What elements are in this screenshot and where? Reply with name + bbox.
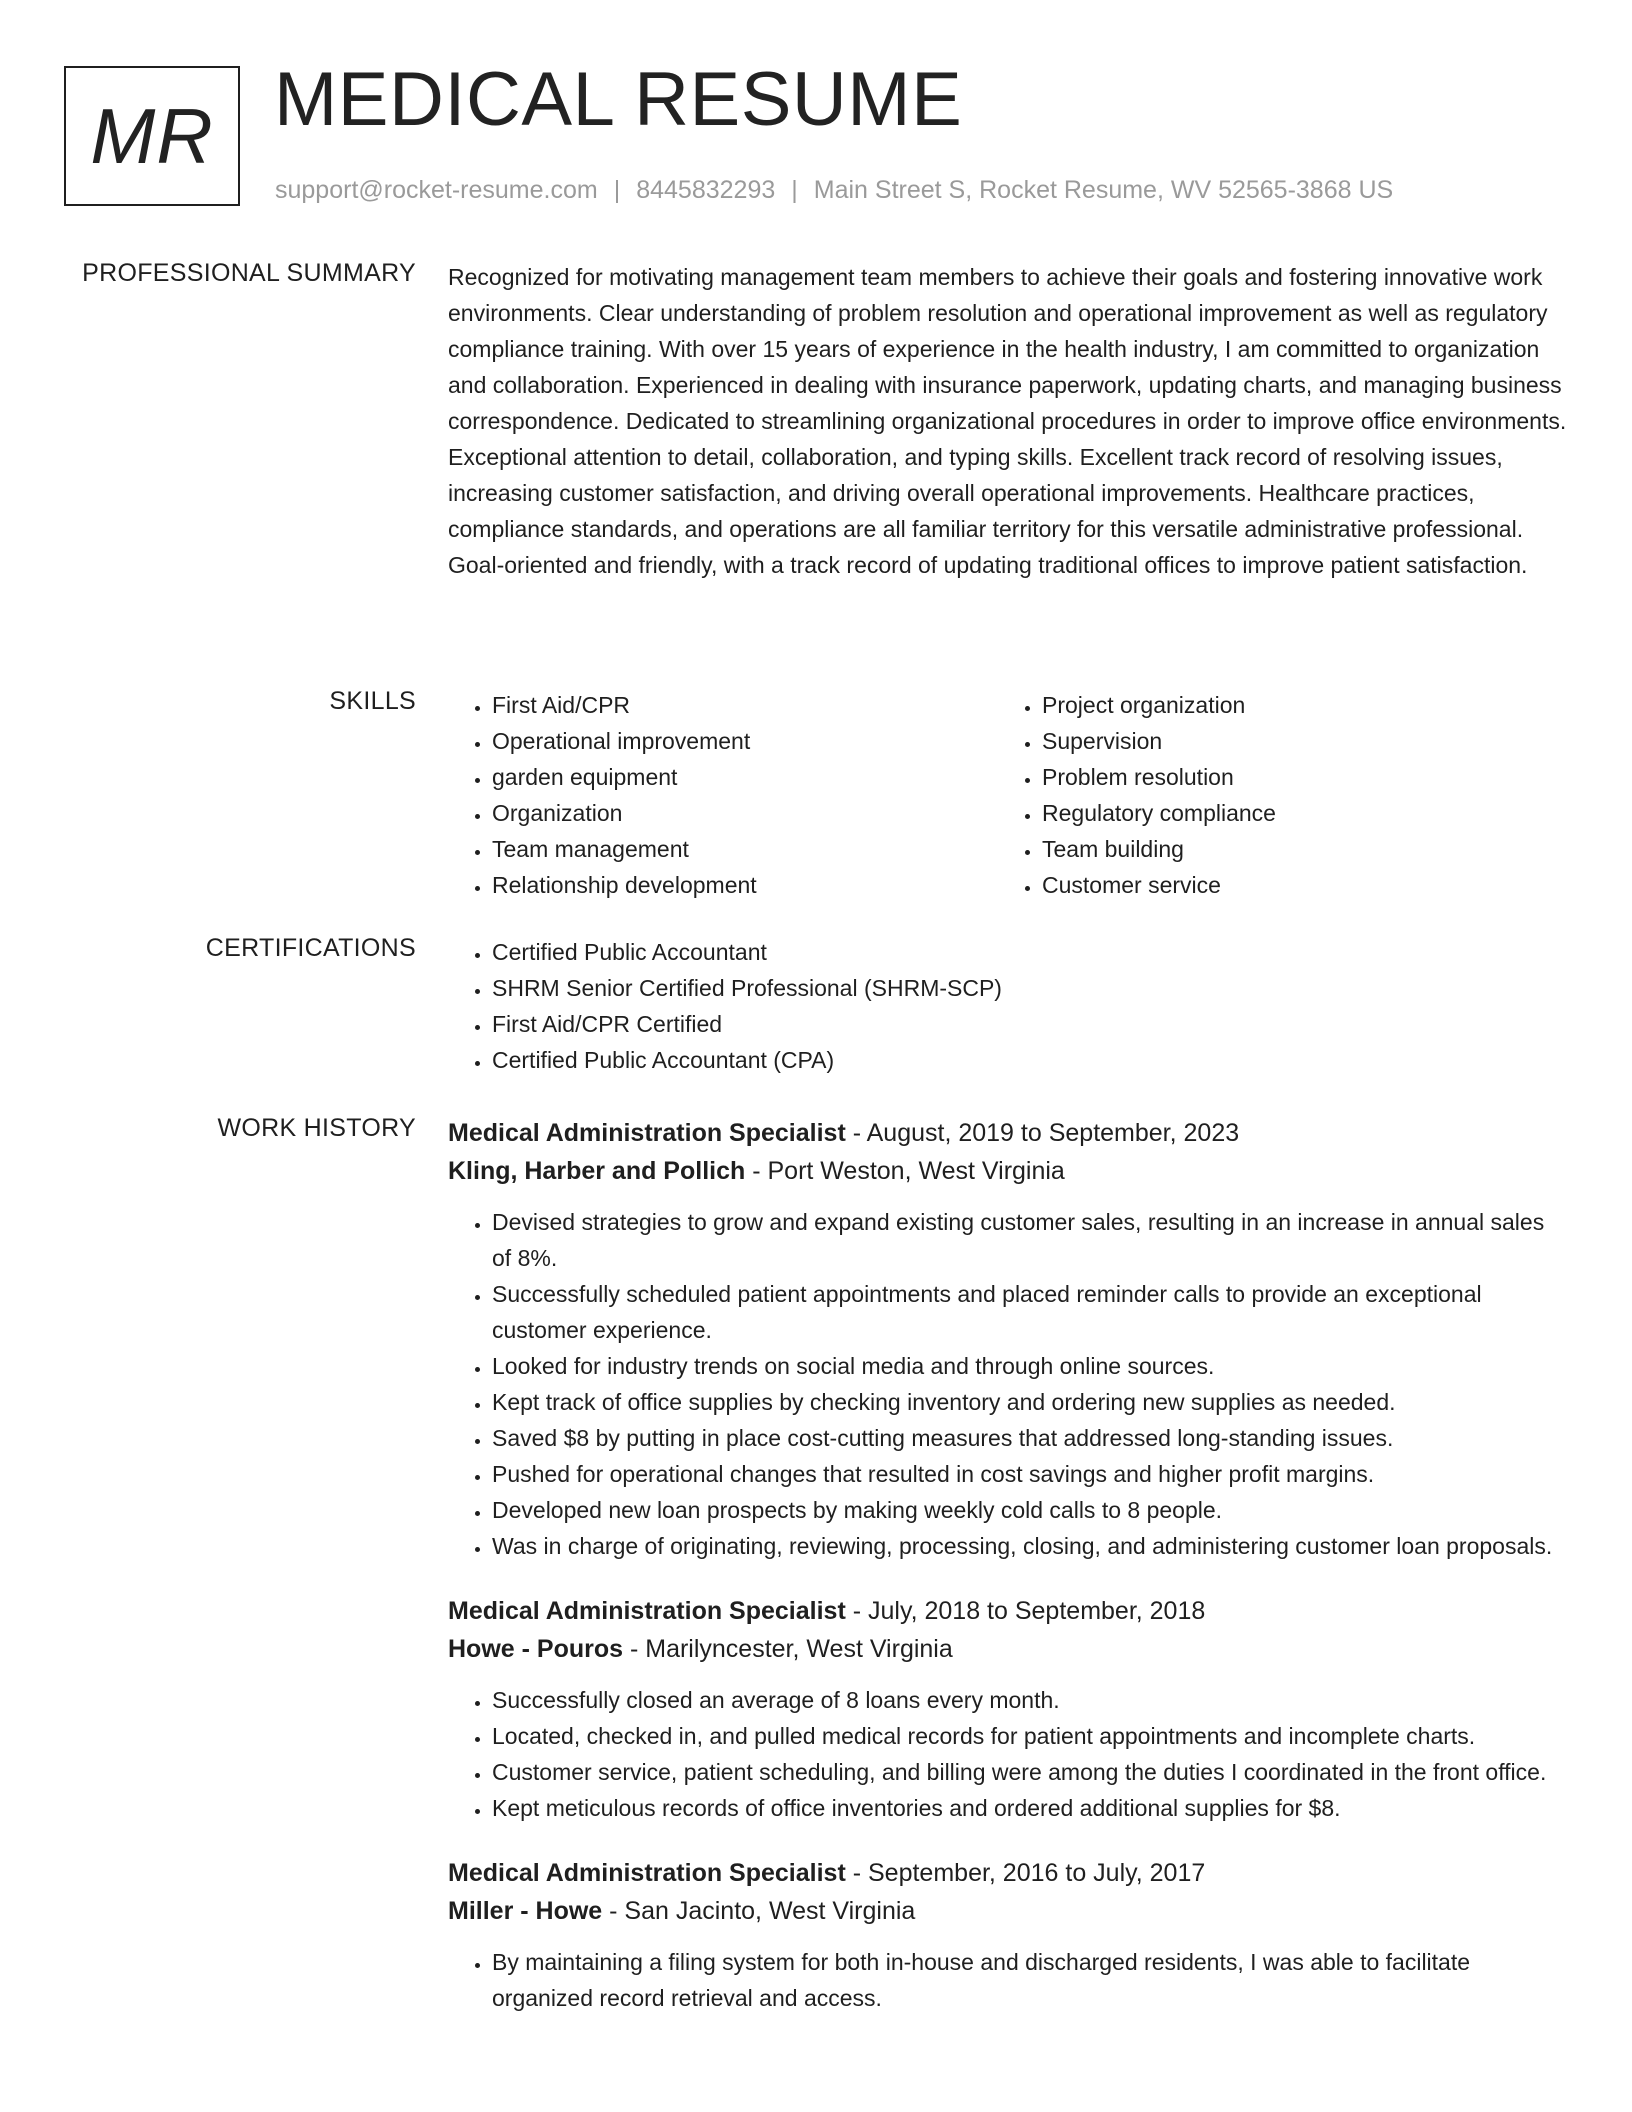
certifications-body [448,934,1568,1078]
job-title: Medical Administration Specialist [448,1119,846,1147]
list-item: • Was in charge of originating, reviewing, processing, closing, and administering customer loan proposals. [492,1528,1568,1564]
job-title-line [448,1114,1568,1152]
job-title-line [448,1854,1568,1892]
contact-email[interactable]: support@rocket-resume.com [275,176,598,204]
job-bullets [448,1682,1568,1826]
work-body [448,1114,1568,2044]
list-item: • Relationship development [492,867,998,903]
contact-address: Main Street S, Rocket Resume, WV 52565-3868 US [813,176,1394,204]
list-item: • Successfully closed an average of 8 loans every month. [492,1682,1568,1718]
list-item: • Team management [492,831,998,867]
list-item: • Pushed for operational changes that resulted in cost savings and higher profit margins. [492,1456,1568,1492]
job-bullets [448,1204,1568,1564]
list-item: • Certified Public Accountant (CPA) [492,1042,1568,1078]
job-title-line [448,1592,1568,1630]
job-company: Kling, Harber and Pollich [448,1157,746,1185]
job-company-line [448,1892,1568,1930]
list-item: • First Aid/CPR [492,687,998,723]
section-label-summary: PROFESSIONAL SUMMARY [82,259,416,287]
list-item: • Project organization [1042,687,1548,723]
job-dates: - September, 2016 to July, 2017 [852,1859,1206,1887]
list-item: • Team building [1042,831,1548,867]
monogram-logo: MR [64,66,240,206]
list-item: • By maintaining a filing system for both in-house and discharged residents, I was able to facilitate organized record retrieval and access. [492,1944,1568,2016]
job-dates: - July, 2018 to September, 2018 [852,1597,1206,1625]
list-item: • Successfully scheduled patient appointments and placed reminder calls to provide an exceptional customer experience. [492,1276,1568,1348]
list-item: • Problem resolution [1042,759,1548,795]
job-title: Medical Administration Specialist [448,1597,846,1625]
list-item: • Supervision [1042,723,1548,759]
resume-title: MEDICAL RESUME [274,57,963,142]
list-item: • Regulatory compliance [1042,795,1548,831]
job-entry [448,1854,1568,2016]
section-label-certifications: CERTIFICATIONS [205,934,416,962]
job-company: Miller - Howe [448,1897,603,1925]
list-item: • Operational improvement [492,723,998,759]
list-item: • Certified Public Accountant [492,934,1568,970]
list-item: • Kept meticulous records of office inventories and ordered additional supplies for $8. [492,1790,1568,1826]
job-company: Howe - Pouros [448,1635,624,1663]
summary-text: Recognized for motivating management team members to achieve their goals and fostering innovative work environments. Clear understanding of problem resolution and operational improvement as well as regulatory compliance training. With over 15 years of experience in the health industry, I am committed to organization and collaboration. Experienced in dealing with insurance paperwork, updating charts, and managing business correspondence. Dedicated to streamlining organizational procedures in order to improve office environments. Exceptional attention to detail, collaboration, and typing skills. Excellent track record of resolving issues, increasing customer satisfaction, and driving overall operational improvements. Healthcare practices, compliance standards, and operations are all familiar territory for this versatile administrative professional. Goal-oriented and friendly, with a track record of updating traditional offices to improve patient satisfaction. [448,264,1567,578]
skills-list-left [448,687,998,903]
section-label-skills: SKILLS [329,687,416,715]
job-location: - San Jacinto, West Virginia [609,1897,916,1925]
list-item: • Kept track of office supplies by checking inventory and ordering new supplies as needed. [492,1384,1568,1420]
list-item: • Looked for industry trends on social media and through online sources. [492,1348,1568,1384]
job-location: - Port Weston, West Virginia [752,1157,1065,1185]
list-item: • Customer service [1042,867,1548,903]
skills-list-right [998,687,1548,903]
job-entry [448,1592,1568,1826]
list-item: • First Aid/CPR Certified [492,1006,1568,1042]
certifications-list [448,934,1568,1078]
list-item: • Developed new loan prospects by making weekly cold calls to 8 people. [492,1492,1568,1528]
contact-separator: | [613,176,621,204]
list-item: • Organization [492,795,998,831]
job-title: Medical Administration Specialist [448,1859,846,1887]
job-entry [448,1114,1568,1564]
contact-separator: | [791,176,798,204]
list-item: • Located, checked in, and pulled medical records for patient appointments and incomplete charts. [492,1718,1568,1754]
list-item: • SHRM Senior Certified Professional (SHRM-SCP) [492,970,1568,1006]
section-label-work: WORK HISTORY [217,1114,416,1142]
job-bullets [448,1944,1568,2016]
list-item: • Devised strategies to grow and expand existing customer sales, resulting in an increase in annual sales of 8%. [492,1204,1568,1276]
list-item: • garden equipment [492,759,998,795]
list-item: • Saved $8 by putting in place cost-cutting measures that addressed long-standing issues. [492,1420,1568,1456]
job-company-line [448,1152,1568,1190]
skills-body [448,687,1568,903]
job-location: - Marilyncester, West Virginia [629,1635,953,1663]
job-dates: - August, 2019 to September, 2023 [852,1119,1240,1147]
contact-phone[interactable]: 8445832293 [636,176,776,204]
list-item: • Customer service, patient scheduling, and billing were among the duties I coordinated in the front office. [492,1754,1568,1790]
contact-line [275,176,1393,205]
job-company-line [448,1630,1568,1668]
